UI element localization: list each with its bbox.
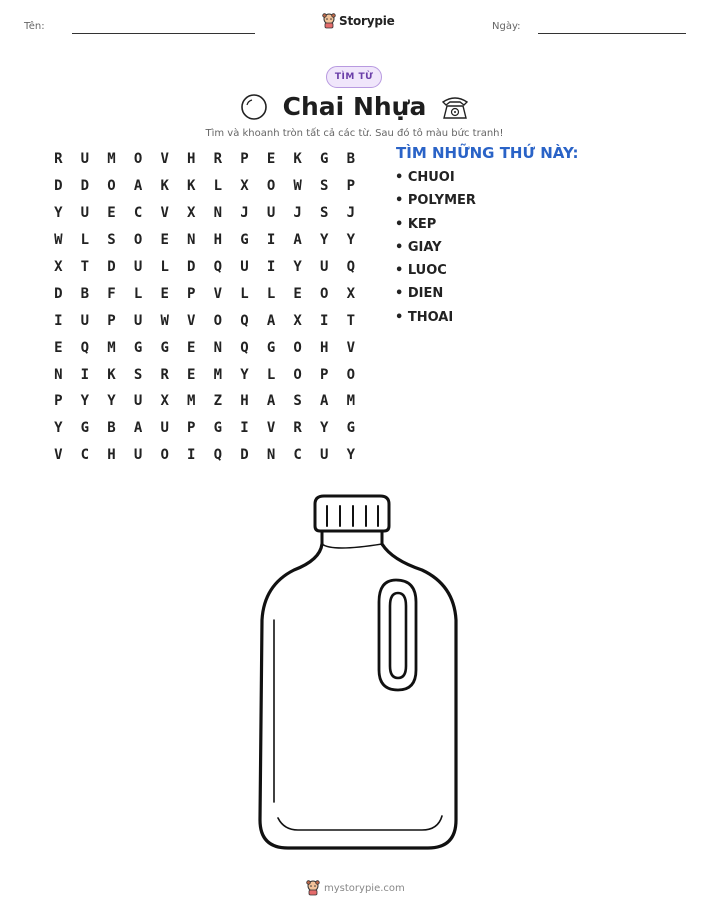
grid-letter[interactable]: E (160, 285, 169, 302)
grid-letter[interactable]: E (266, 151, 276, 168)
grid-letter[interactable]: S (107, 232, 116, 249)
grid-letter[interactable]: I (320, 312, 329, 329)
grid-letter[interactable]: P (54, 393, 63, 410)
footer-url[interactable]: mystorypie.com (324, 882, 405, 894)
grid-letter[interactable]: K (107, 366, 116, 383)
grid-letter[interactable]: N (187, 232, 196, 249)
grid-letter[interactable]: V (160, 151, 169, 168)
grid-letter[interactable]: Y (293, 259, 302, 275)
grid-letter[interactable]: B (346, 151, 356, 168)
grid-letter[interactable]: E (160, 232, 169, 249)
grid-letter[interactable]: A (293, 232, 302, 249)
grid-letter[interactable]: Q (80, 339, 90, 356)
grid-letter[interactable]: V (187, 312, 196, 329)
grid-letter[interactable]: X (346, 285, 356, 302)
grid-letter[interactable]: D (80, 178, 90, 195)
grid-letter[interactable]: M (107, 339, 116, 356)
grid-letter[interactable]: P (346, 178, 356, 195)
word-list-item: • LUOC (395, 263, 447, 279)
grid-letter[interactable]: X (160, 393, 169, 410)
grid-letter[interactable]: M (187, 393, 196, 410)
grid-letter[interactable]: U (320, 259, 329, 275)
grid-letter[interactable]: O (213, 312, 223, 329)
grid-letter[interactable]: U (133, 259, 143, 275)
grid-letter[interactable]: D (240, 447, 249, 464)
grid-letter[interactable]: Q (213, 259, 223, 275)
storypie-mascot-icon (306, 880, 320, 896)
grid-letter[interactable]: D (54, 285, 63, 302)
grid-letter[interactable]: O (320, 285, 329, 302)
grid-letter[interactable]: J (240, 205, 249, 222)
grid-row (45, 227, 364, 254)
grid-letter[interactable]: T (346, 312, 356, 329)
grid-letter[interactable]: P (107, 312, 116, 329)
grid-letter[interactable]: G (133, 339, 143, 356)
grid-letter[interactable]: G (320, 151, 329, 168)
grid-letter[interactable]: I (240, 420, 249, 437)
grid-letter[interactable]: R (160, 366, 169, 383)
grid-letter[interactable]: Y (320, 232, 329, 249)
grid-letter[interactable]: E (293, 285, 302, 302)
grid-letter[interactable]: B (107, 420, 116, 437)
grid-row (45, 146, 364, 173)
grid-letter[interactable]: U (133, 312, 143, 329)
grid-letter[interactable]: L (213, 178, 223, 195)
grid-letter[interactable]: O (133, 151, 143, 168)
word-list-item: • THOAI (395, 309, 454, 325)
grid-row (45, 334, 364, 361)
grid-letter[interactable]: W (54, 232, 63, 249)
grid-letter[interactable]: E (107, 205, 116, 222)
grid-letter[interactable]: S (320, 178, 329, 195)
grid-letter[interactable]: R (213, 151, 223, 168)
grid-letter[interactable]: R (293, 420, 302, 437)
grid-letter[interactable]: X (240, 178, 249, 195)
grid-letter[interactable]: T (80, 259, 90, 275)
grid-letter[interactable]: H (107, 447, 116, 464)
grid-row (45, 200, 364, 227)
grid-letter[interactable]: D (54, 178, 63, 195)
grid-letter[interactable]: C (293, 447, 302, 464)
grid-letter[interactable]: G (213, 420, 223, 437)
grid-letter[interactable]: A (320, 393, 329, 410)
plastic-jug-illustration (252, 490, 462, 852)
grid-letter[interactable]: U (240, 259, 249, 275)
grid-letter[interactable]: U (320, 447, 329, 464)
grid-letter[interactable]: E (187, 339, 196, 356)
grid-letter[interactable]: F (107, 285, 116, 302)
grid-letter[interactable]: P (187, 420, 196, 437)
grid-letter[interactable]: O (346, 366, 356, 383)
grid-letter[interactable]: L (160, 259, 169, 275)
grid-letter[interactable]: P (320, 366, 329, 383)
grid-letter[interactable]: M (107, 151, 116, 168)
grid-letter[interactable]: B (80, 285, 90, 302)
grid-letter[interactable]: X (54, 259, 63, 275)
grid-letter[interactable]: A (133, 178, 143, 195)
grid-letter[interactable]: L (80, 232, 90, 249)
grid-letter[interactable]: U (266, 205, 276, 222)
grid-letter[interactable]: N (266, 447, 276, 464)
grid-row (45, 442, 364, 469)
grid-letter[interactable]: O (266, 178, 276, 195)
grid-letter[interactable]: D (187, 259, 196, 275)
page-title: Chai Nhựa (282, 92, 427, 121)
grid-letter[interactable]: Q (240, 312, 249, 329)
grid-letter[interactable]: J (346, 205, 356, 222)
grid-letter[interactable]: Q (240, 339, 249, 356)
word-list-item: • GIAY (395, 239, 442, 255)
grid-letter[interactable]: V (54, 447, 63, 464)
grid-letter[interactable]: S (320, 205, 329, 222)
grid-letter[interactable]: K (160, 178, 169, 195)
grid-letter[interactable]: H (240, 393, 249, 410)
grid-letter[interactable]: N (213, 205, 223, 222)
grid-letter[interactable]: E (54, 339, 63, 356)
grid-row (45, 280, 364, 307)
grid-letter[interactable]: U (133, 447, 143, 464)
grid-letter[interactable]: M (213, 366, 223, 383)
grid-letter[interactable]: O (107, 178, 116, 195)
grid-letter[interactable]: G (346, 420, 356, 437)
grid-letter[interactable]: C (133, 205, 143, 222)
grid-letter[interactable]: O (160, 447, 169, 464)
grid-letter[interactable]: H (320, 339, 329, 356)
letter-grid (45, 146, 364, 469)
grid-letter[interactable]: V (213, 285, 223, 302)
grid-letter[interactable]: P (187, 285, 196, 302)
grid-letter[interactable]: I (266, 232, 276, 249)
word-list-item: • CHUOI (395, 170, 455, 185)
grid-letter[interactable]: U (160, 420, 169, 437)
grid-letter[interactable]: Y (80, 393, 90, 410)
footer (306, 880, 405, 896)
grid-letter[interactable]: Y (346, 232, 356, 249)
grid-letter[interactable]: A (266, 312, 276, 329)
instructions: Tìm và khoanh tròn tất cả các từ. Sau đó tô màu bức tranh! (205, 128, 504, 139)
grid-row (45, 415, 364, 442)
grid-letter[interactable]: E (187, 366, 196, 383)
grid-letter[interactable]: P (240, 151, 249, 168)
grid-letter[interactable]: C (80, 447, 90, 464)
grid-letter[interactable]: V (266, 420, 276, 437)
word-list-item: • POLYMER (395, 193, 476, 209)
grid-letter[interactable]: U (80, 312, 90, 329)
brand-logo (322, 13, 395, 29)
grid-letter[interactable]: V (160, 205, 169, 222)
grid-letter[interactable]: U (133, 393, 143, 410)
grid-letter[interactable]: N (54, 366, 63, 383)
grid-letter[interactable]: S (293, 393, 302, 410)
grid-letter[interactable]: W (160, 312, 169, 329)
grid-letter[interactable]: Y (54, 205, 63, 222)
grid-letter[interactable]: Y (107, 393, 116, 410)
grid-letter[interactable]: O (293, 339, 302, 356)
brand-name: Storypie (339, 14, 395, 28)
grid-letter[interactable]: W (293, 178, 302, 195)
grid-letter[interactable]: A (266, 393, 276, 410)
word-search-badge: TÌM TỪ (326, 66, 382, 88)
grid-letter[interactable]: S (133, 366, 143, 383)
word-list (395, 170, 476, 333)
grid-letter[interactable]: Q (213, 447, 223, 464)
grid-letter[interactable]: G (266, 339, 276, 356)
grid-letter[interactable]: U (80, 205, 90, 222)
grid-letter[interactable]: L (133, 285, 143, 302)
grid-letter[interactable]: H (187, 151, 196, 168)
grid-letter[interactable]: Z (213, 393, 223, 410)
grid-letter[interactable]: U (80, 151, 90, 168)
grid-letter[interactable]: L (240, 285, 249, 302)
date-label: Ngày: (492, 21, 521, 32)
grid-letter[interactable]: R (54, 151, 63, 168)
grid-letter[interactable]: O (133, 232, 143, 249)
grid-letter[interactable]: D (107, 259, 116, 275)
grid-letter[interactable]: Y (320, 420, 329, 437)
grid-letter[interactable]: I (266, 259, 276, 275)
storypie-mascot-icon (322, 13, 336, 29)
grid-letter[interactable]: A (133, 420, 143, 437)
grid-letter[interactable]: J (293, 205, 302, 222)
grid-letter[interactable]: L (266, 285, 276, 302)
word-list-item: • DIEN (395, 286, 444, 302)
grid-letter[interactable]: M (346, 393, 356, 410)
grid-letter[interactable]: G (80, 420, 90, 437)
grid-row (45, 388, 364, 415)
grid-letter[interactable]: G (160, 339, 169, 356)
grid-letter[interactable]: N (213, 339, 223, 356)
grid-letter[interactable]: I (187, 447, 196, 464)
grid-letter[interactable]: V (346, 339, 356, 356)
telephone-icon (440, 93, 470, 121)
name-label: Tên: (24, 21, 45, 32)
grid-letter[interactable]: X (187, 205, 196, 222)
grid-letter[interactable]: K (293, 151, 302, 168)
grid-letter[interactable]: L (266, 366, 276, 383)
grid-letter[interactable]: Y (240, 366, 249, 383)
grid-letter[interactable]: X (293, 312, 302, 329)
word-list-item: • KEP (395, 216, 437, 232)
grid-letter[interactable]: Q (346, 259, 356, 275)
grid-letter[interactable]: K (187, 178, 196, 195)
grid-row (45, 307, 364, 334)
grid-letter[interactable]: Y (54, 420, 63, 437)
grid-row (45, 361, 364, 388)
grid-row (45, 173, 364, 200)
word-list-title: TÌM NHỮNG THỨ NÀY: (396, 144, 579, 162)
grid-row (45, 254, 364, 281)
date-line (538, 33, 686, 34)
grid-letter[interactable]: H (213, 232, 223, 249)
grid-letter[interactable]: O (293, 366, 302, 383)
grid-letter[interactable]: I (54, 312, 63, 329)
grid-letter[interactable]: G (240, 232, 249, 249)
name-line (72, 33, 255, 34)
grid-letter[interactable]: Y (346, 447, 356, 464)
grid-letter[interactable]: I (80, 366, 90, 383)
